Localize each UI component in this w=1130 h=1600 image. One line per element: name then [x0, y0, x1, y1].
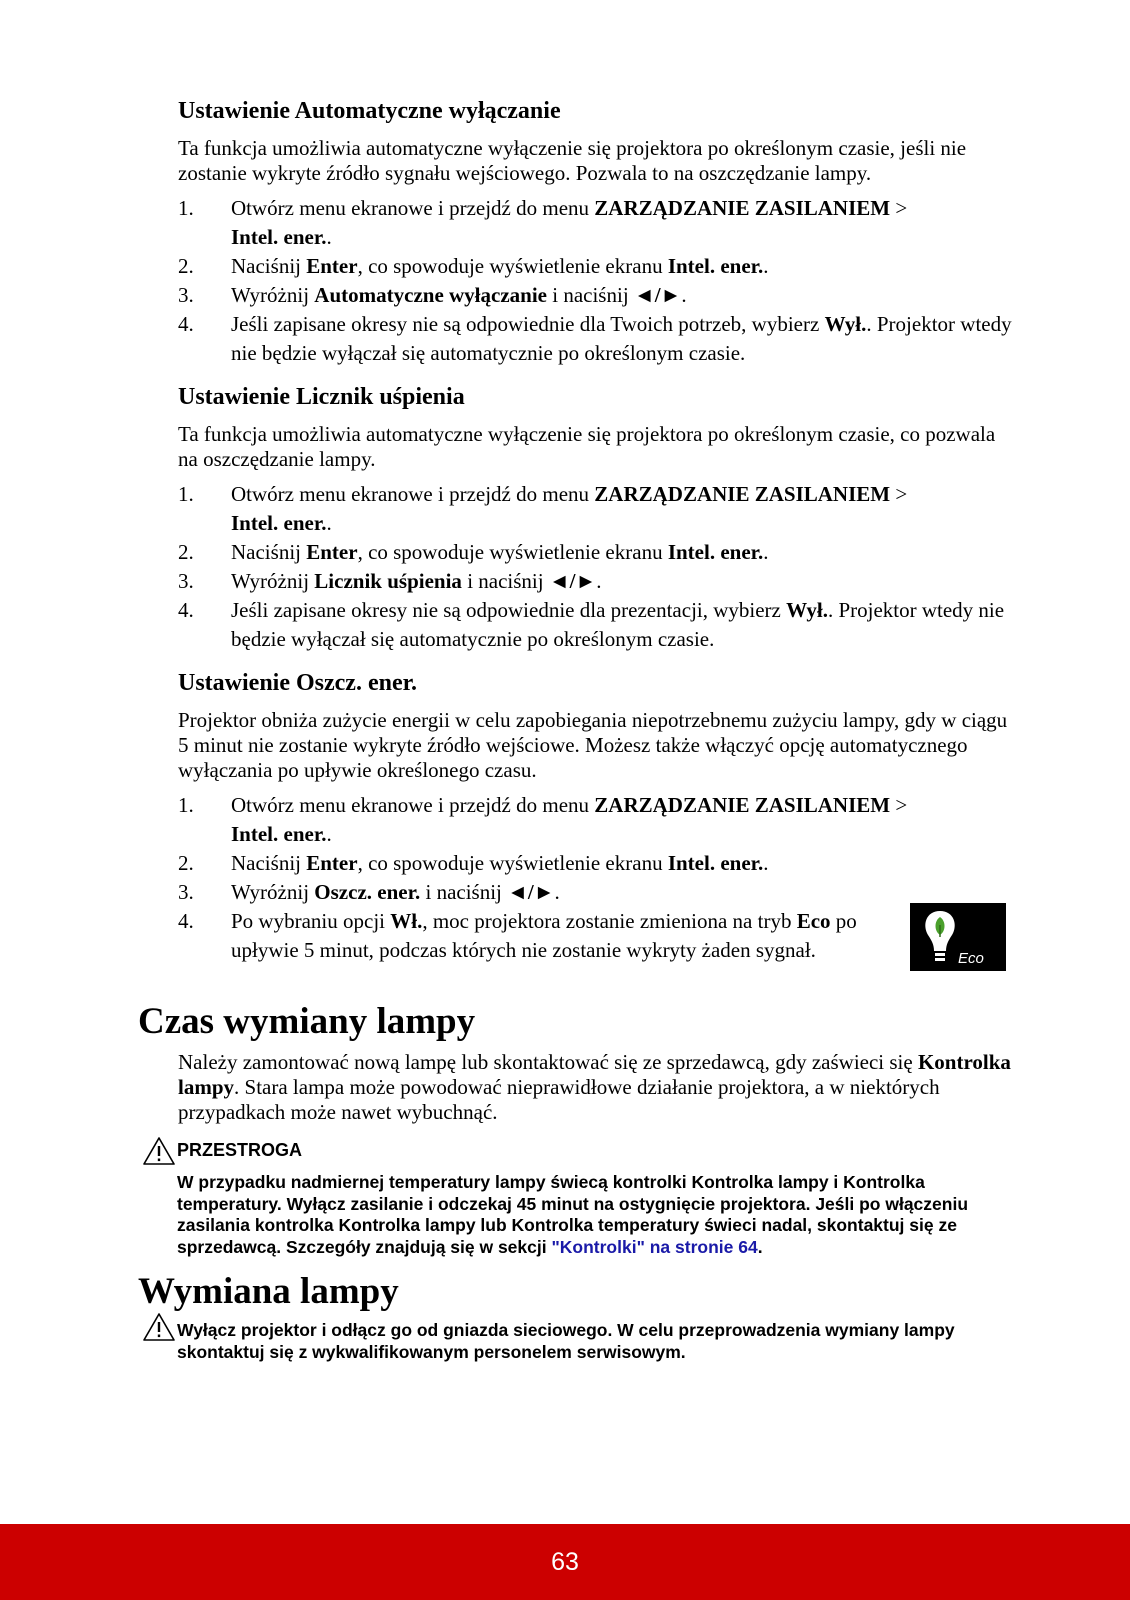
section-intro: Projektor obniża zużycie energii w celu zapobiegania niepotrzebnemu zużyciu lampy, gdy w ciągu 5 minut nie zostanie wykryte źródło wejściowe. Możesz także włączyć opcję automatycznego wyłączania po upływie określonego czasu.	[178, 708, 1008, 782]
footer-bar	[0, 1524, 1130, 1600]
step-2: 2. Naciśnij Enter, co spowoduje wyświetlenie ekranu Intel. ener..	[178, 540, 769, 564]
eco-mode-icon	[910, 903, 1006, 971]
step-3: 3. Wyróżnij Oszcz. ener. i naciśnij ◄/►.	[178, 880, 560, 904]
warning-icon	[142, 1312, 176, 1342]
steps-list	[178, 791, 1014, 965]
section-title: Ustawienie Oszcz. ener.	[178, 670, 418, 696]
heading-lamp-replace: Wymiana lampy	[138, 1271, 399, 1312]
link-kontrolki[interactable]: "Kontrolki" na stronie 64	[551, 1236, 758, 1257]
replace-warning-text: Wyłącz projektor i odłącz go od gniazda sieciowego. W celu przeprowadzenia wymiany lampy skontaktuj się z wykwalifikowanym personelem serwisowym.	[177, 1320, 955, 1362]
steps-list	[178, 480, 1014, 654]
step-1: 1. Otwórz menu ekranowe i przejdź do menu ZARZĄDZANIE ZASILANIEM > Intel. ener..	[178, 196, 908, 249]
step-1: 1. Otwórz menu ekranowe i przejdź do menu ZARZĄDZANIE ZASILANIEM > Intel. ener..	[178, 482, 908, 535]
steps-list	[178, 194, 1014, 368]
section-intro: Ta funkcja umożliwia automatyczne wyłączenie się projektora po określonym czasie, co pozwala na oszczędzanie lampy.	[178, 422, 996, 471]
caution-title: PRZESTROGA	[177, 1140, 303, 1160]
step-4: 4. Po wybraniu opcji Wł., moc projektora zostanie zmieniona na tryb Eco po upływie 5 minut, podczas których nie zostanie wykryty żaden sygnał. Eco	[178, 907, 1014, 965]
section-power-saving	[178, 668, 1014, 965]
heading-lamp-time: Czas wymiany lampy	[138, 1001, 476, 1042]
arrow-keys-icon: ◄/►	[507, 880, 555, 904]
step-4: 4. Jeśli zapisane okresy nie są odpowiednie dla prezentacji, wybierz Wył.. Projektor wtedy nie będzie wyłączał się automatycznie po określonym czasie.	[178, 598, 1005, 651]
section-sleep-timer	[178, 382, 1014, 654]
section-title: Ustawienie Automatyczne wyłączanie	[178, 98, 561, 124]
step-3: 3. Wyróżnij Licznik uśpienia i naciśnij ◄/►.	[178, 569, 602, 593]
page-number: 63	[551, 1548, 579, 1576]
warning-icon	[142, 1136, 176, 1166]
step-3: 3. Wyróżnij Automatyczne wyłączanie i naciśnij ◄/►.	[178, 283, 687, 307]
lamp-time-text: Należy zamontować nową lampę lub skontaktować się ze sprzedawcą, gdy zaświeci się Kontrolka lampy. Stara lampa może powodować nieprawidłowe działanie projektora, a w niektórych przypadkach może nawet wybuchnąć.	[178, 1050, 1011, 1124]
arrow-keys-icon: ◄/►	[548, 569, 597, 593]
step-1: 1. Otwórz menu ekranowe i przejdź do menu ZARZĄDZANIE ZASILANIEM > Intel. ener..	[178, 793, 908, 846]
content-area	[178, 96, 1014, 979]
step-2: 2. Naciśnij Enter, co spowoduje wyświetlenie ekranu Intel. ener..	[178, 254, 769, 278]
step-4: 4. Jeśli zapisane okresy nie są odpowiednie dla Twoich potrzeb, wybierz Wył.. Projektor wtedy nie będzie wyłączał się automatycznie po określonym czasie.	[178, 312, 1012, 365]
arrow-keys-icon: ◄/►	[633, 283, 682, 307]
section-intro: Ta funkcja umożliwia automatyczne wyłączenie się projektora po określonym czasie, jeśli nie zostanie wykryte źródło sygnału wejściowego. Pozwala to na oszczędzanie lampy.	[178, 136, 967, 185]
svg-text:Eco: Eco	[958, 950, 984, 967]
section-title: Ustawienie Licznik uśpienia	[178, 384, 465, 410]
caution-text: W przypadku nadmiernej temperatury lampy świecą kontrolki Kontrolka lampy i Kontrolka temperatury. Wyłącz zasilanie i odczekaj 45 minut na ostygnięcie projektora. Jeśli po włączeniu zasilania kontrolka Kontrolka lampy lub Kontrolka temperatury świeci nadal, skontaktuj się ze sprzedawcą. Szczegóły znajdują się w sekcji "Kontrolki" na stronie 64.	[177, 1172, 969, 1257]
step-2: 2. Naciśnij Enter, co spowoduje wyświetlenie ekranu Intel. ener..	[178, 851, 769, 875]
section-auto-off	[178, 96, 1014, 368]
